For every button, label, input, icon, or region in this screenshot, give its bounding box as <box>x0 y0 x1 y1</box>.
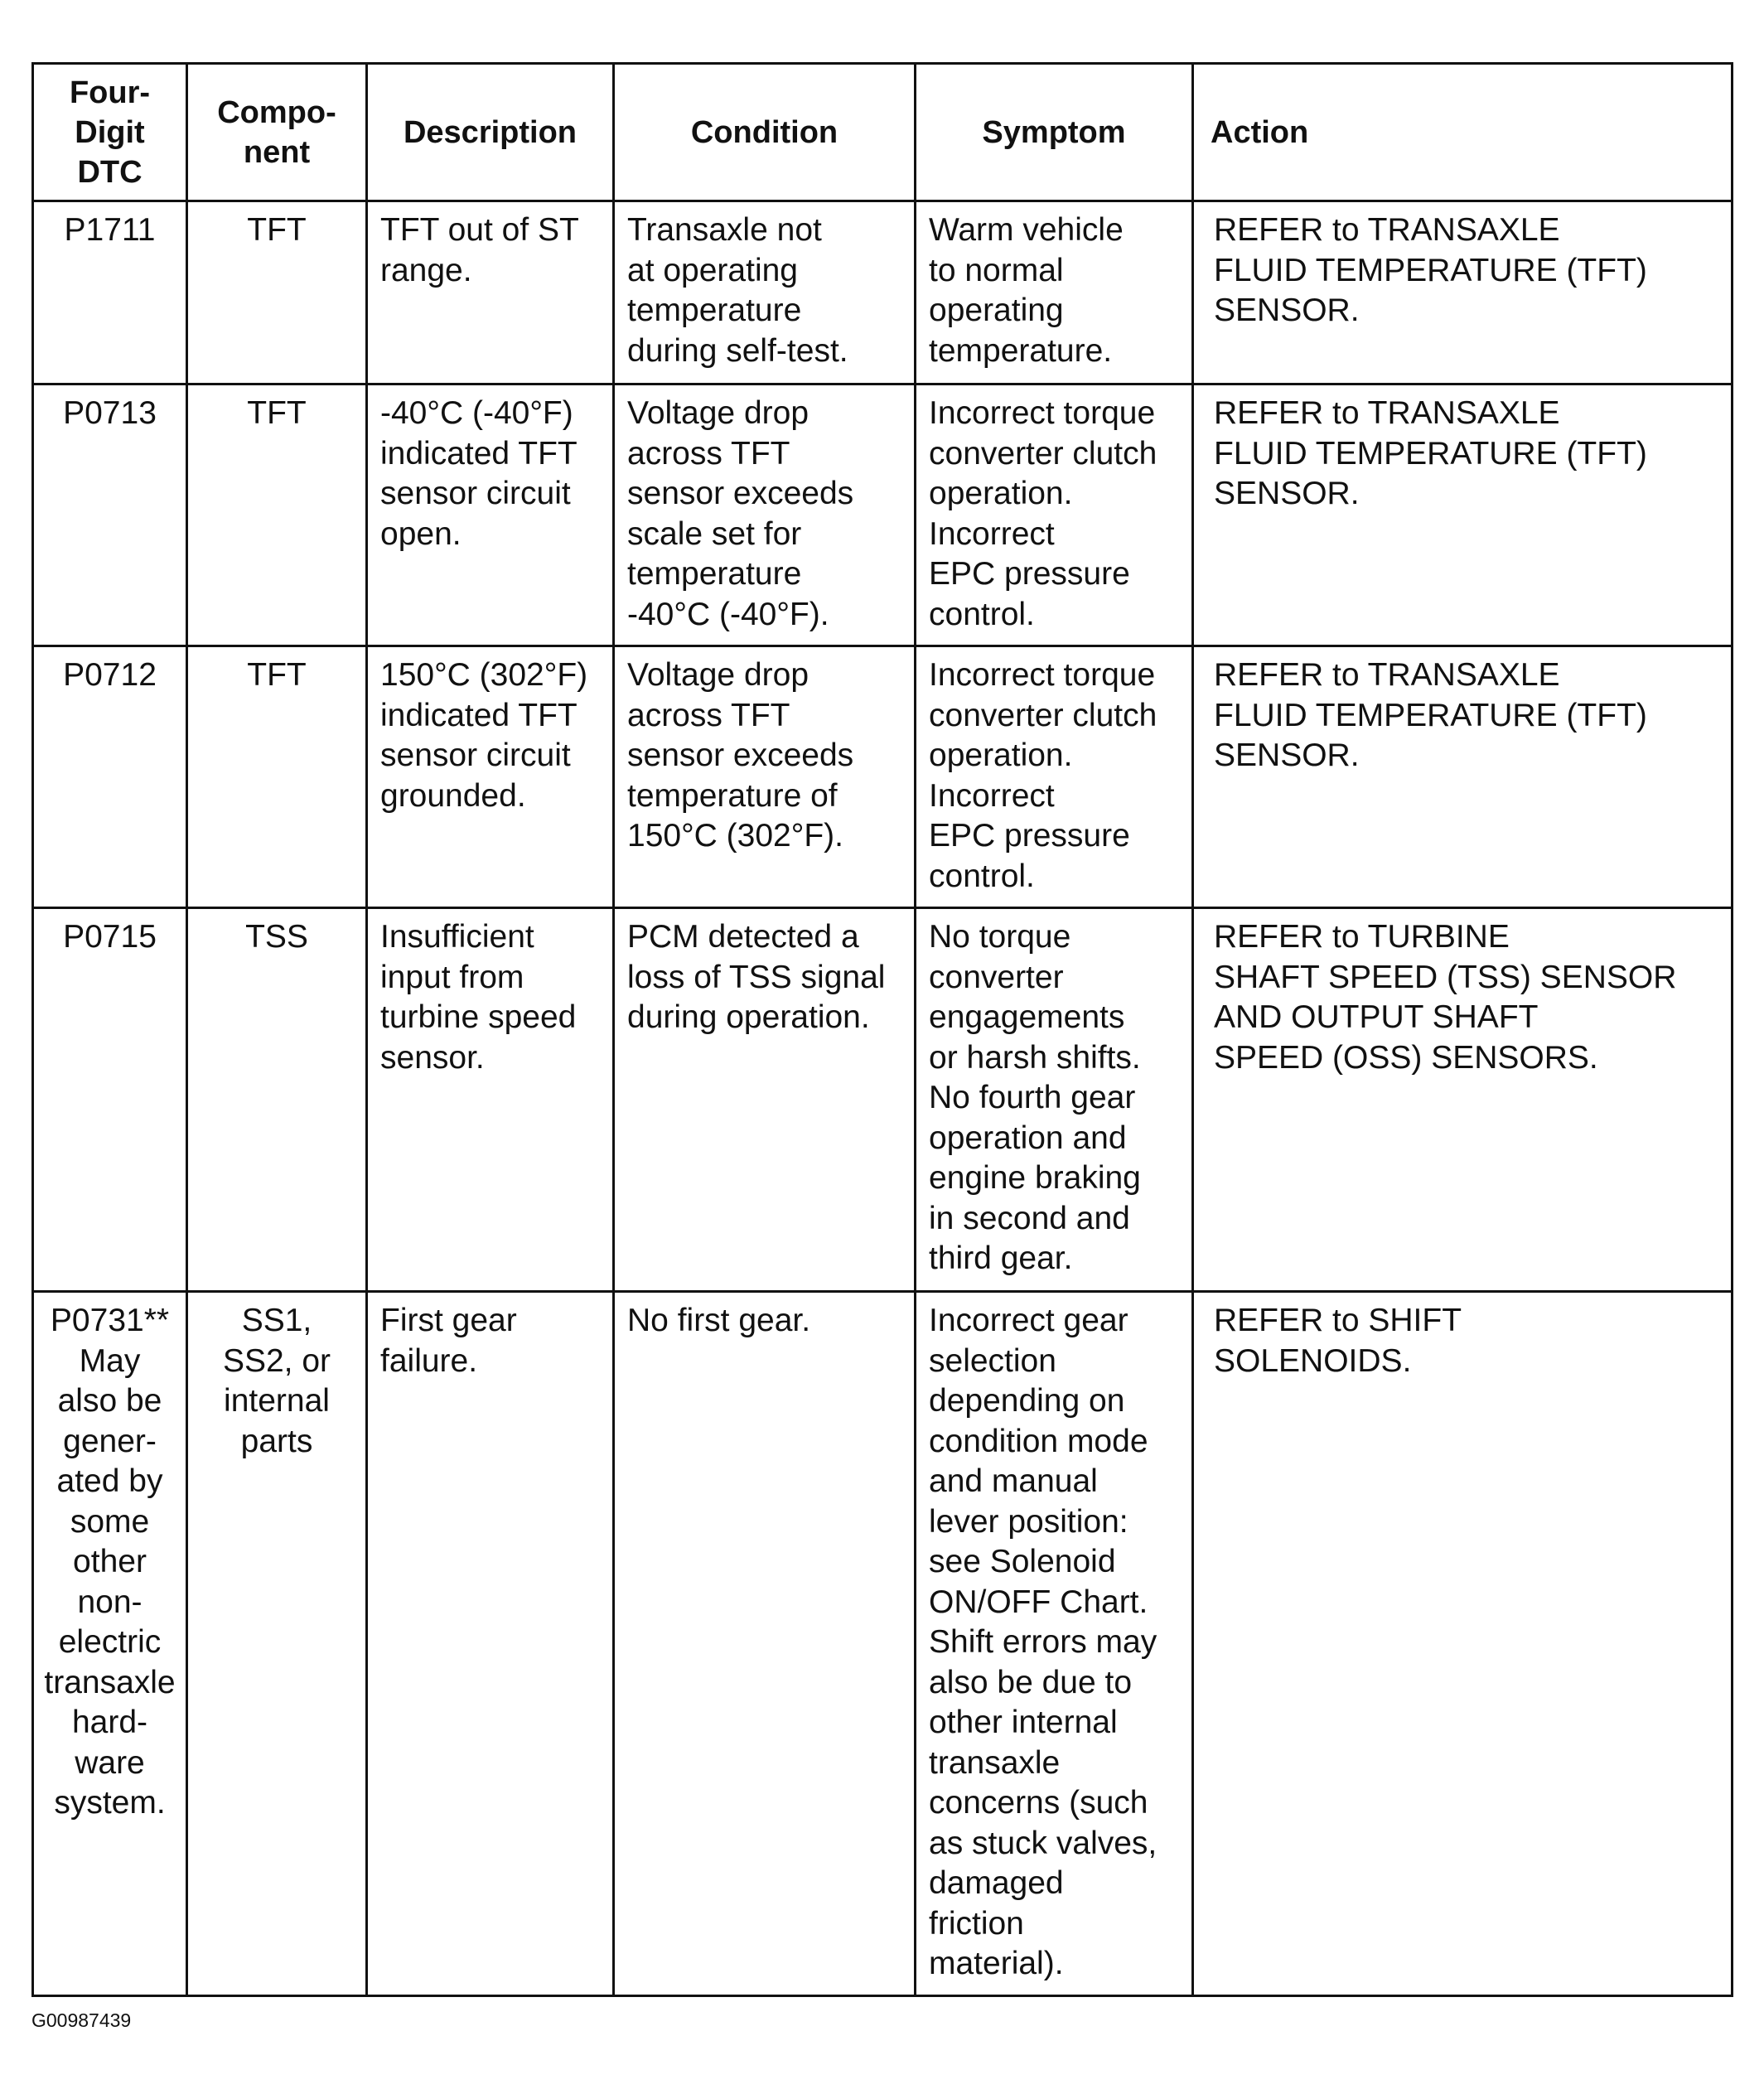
cell-component: TFT <box>187 201 367 384</box>
table-row <box>33 1292 1733 1996</box>
cell-symptom: Incorrect torque converter clutch operation. Incorrect EPC pressure control. <box>916 646 1193 908</box>
cell-dtc: P1711 <box>33 201 187 384</box>
header-description: Description <box>367 64 614 201</box>
cell-action: REFER to TRANSAXLE FLUID TEMPERATURE (TFT) SENSOR. <box>1193 646 1733 908</box>
cell-symptom: Incorrect torque converter clutch operation. Incorrect EPC pressure control. <box>916 384 1193 646</box>
cell-component: TFT <box>187 646 367 908</box>
header-symptom: Symptom <box>916 64 1193 201</box>
cell-symptom: Incorrect gear selection depending on condition mode and manual lever position: see Solenoid ON/OFF Chart. Shift errors may also be due to other internal transaxle concerns (such as stuck valves, damaged friction material). <box>916 1292 1193 1996</box>
cell-description: -40°C (-40°F) indicated TFT sensor circuit open. <box>367 384 614 646</box>
cell-component: SS1, SS2, or internal parts <box>187 1292 367 1996</box>
cell-condition: Voltage drop across TFT sensor exceeds scale set for temperature -40°C (-40°F). <box>614 384 916 646</box>
cell-condition: No first gear. <box>614 1292 916 1996</box>
cell-action: REFER to TRANSAXLE FLUID TEMPERATURE (TFT) SENSOR. <box>1193 201 1733 384</box>
header-dtc: Four- Digit DTC <box>33 64 187 201</box>
cell-component: TSS <box>187 908 367 1292</box>
cell-description: TFT out of ST range. <box>367 201 614 384</box>
figure-id: G00987439 <box>31 2009 132 2031</box>
cell-condition: Voltage drop across TFT sensor exceeds temperature of 150°C (302°F). <box>614 646 916 908</box>
table-row <box>33 646 1733 908</box>
cell-dtc: P0731** May also be gener- ated by some other non- electric transaxle hard- ware system. <box>33 1292 187 1996</box>
cell-dtc: P0715 <box>33 908 187 1292</box>
cell-condition: Transaxle not at operating temperature during self-test. <box>614 201 916 384</box>
cell-action: REFER to SHIFT SOLENOIDS. <box>1193 1292 1733 1996</box>
cell-action: REFER to TRANSAXLE FLUID TEMPERATURE (TFT) SENSOR. <box>1193 384 1733 646</box>
cell-description: First gear failure. <box>367 1292 614 1996</box>
cell-component: TFT <box>187 384 367 646</box>
cell-symptom: Warm vehicle to normal operating temperature. <box>916 201 1193 384</box>
cell-dtc: P0712 <box>33 646 187 908</box>
cell-action: REFER to TURBINE SHAFT SPEED (TSS) SENSOR AND OUTPUT SHAFT SPEED (OSS) SENSORS. <box>1193 908 1733 1292</box>
table-row <box>33 908 1733 1292</box>
header-action: Action <box>1193 64 1733 201</box>
table-row <box>33 201 1733 384</box>
cell-condition: PCM detected a loss of TSS signal during operation. <box>614 908 916 1292</box>
header-component: Compo- nent <box>187 64 367 201</box>
cell-description: 150°C (302°F) indicated TFT sensor circuit grounded. <box>367 646 614 908</box>
cell-dtc: P0713 <box>33 384 187 646</box>
cell-symptom: No torque converter engagements or harsh shifts. No fourth gear operation and engine braking in second and third gear. <box>916 908 1193 1292</box>
dtc-table <box>31 62 1733 1997</box>
table-row <box>33 384 1733 646</box>
header-row <box>33 64 1733 201</box>
cell-description: Insufficient input from turbine speed sensor. <box>367 908 614 1292</box>
header-condition: Condition <box>614 64 916 201</box>
